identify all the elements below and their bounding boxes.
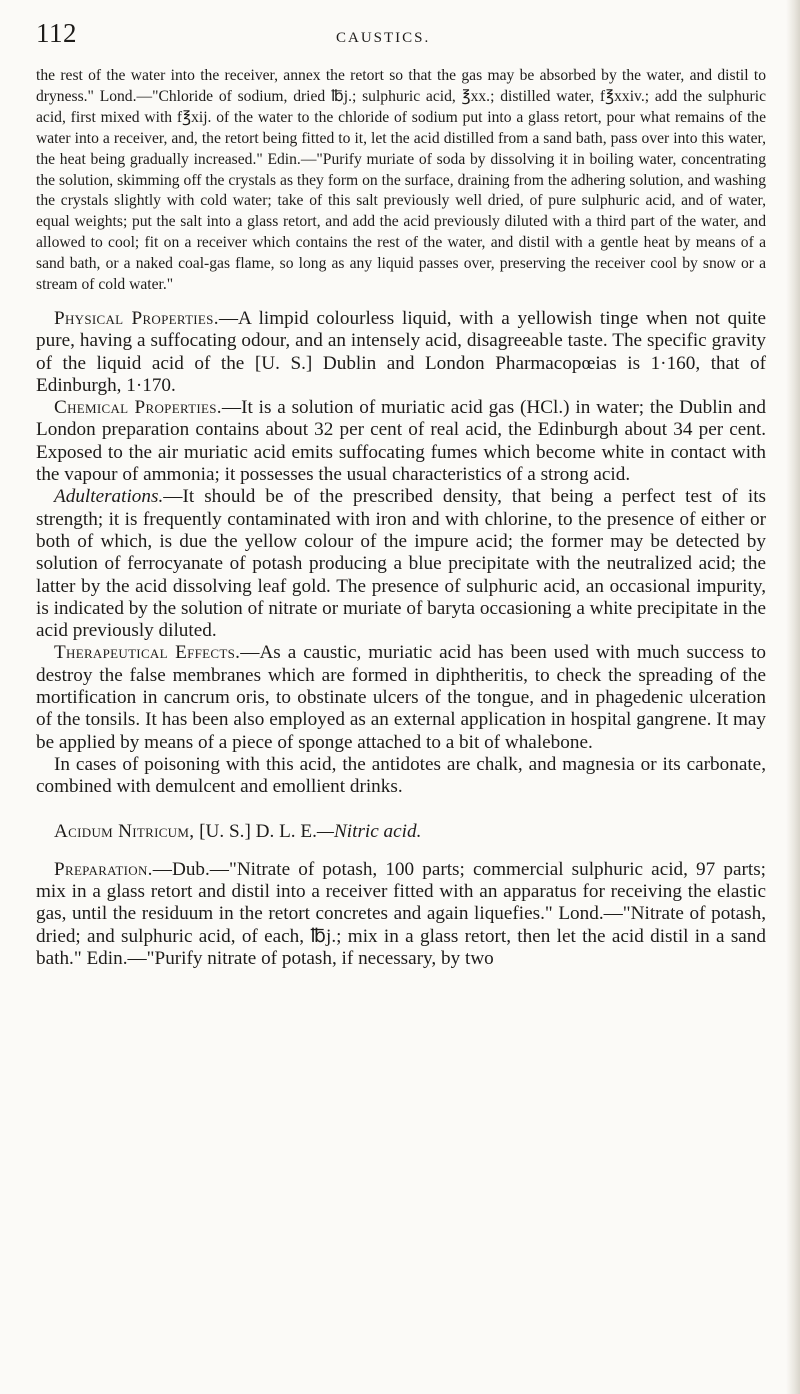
page-number: 112: [36, 18, 77, 48]
running-title: CAUSTICS.: [336, 30, 431, 46]
section-gap: [36, 799, 766, 815]
chemical-properties-paragraph: [36, 397, 766, 486]
paragraph-text: the rest of the water into the receiver, annex the retort so that the gas may be absorbed by the water, and distil to dryness." Lond.—"Chloride of sodium, dried ℔j.; sulphuric acid, ℥xx.; distilled water, f℥xxiv.; add the sulphuric acid, first mixed with f℥xij. of the water to the chloride of sodium put into a glass retort, pour what remains of the water into a receiver, and, the retort being fitted to it, let the acid distilled from a sand bath, pass over into this water, the heat being gradually increased." Edin.—"Purify muriate of soda by dissolving it in boiling water, concentrating the solution, skimming off the crystals as they form on the surface, draining from the adhering solution, and washing the crystals slightly with cold water; take of this salt previously well dried, of pure sulphuric acid, and of water, equal weights; put the salt into a glass retort, and add the acid previously diluted with a third part of the water, and allowed to cool; fit on a receiver which contains the rest of the water, and distil with a gentle heat by means of a sand bath, or a naked coal-gas flame, so long as any liquid passes over, preserving the receiver cool by snow or a stream of cold water.": [36, 67, 766, 294]
adulterations-paragraph: [36, 486, 766, 642]
nitric-acid-english-name: —Nitric acid.: [316, 820, 422, 842]
adulterations-heading: Adulterations.: [54, 486, 164, 508]
preparation-heading: Preparation.: [54, 858, 153, 880]
chemical-properties-text: —It is a solution of muriatic acid gas (HCl.) in water; the Dublin and London preparation contains about 32 per cent of real acid, the Edinburgh about 34 per cent. Exposed to the air muriatic acid emits suffocating fumes which become white in contact with the vapour of ammonia; it possesses the usual characteristics of a strong acid.: [36, 397, 766, 486]
preparation-paragraph: [36, 859, 766, 970]
physical-properties-text: —A limpid colourless liquid, with a yellowish tinge when not quite pure, having a suffocating odour, and an intensely acid, disagreeable taste. The specific gravity of the liquid acid of the [U. S.] Dublin and London Pharmacopœias is 1·160, that of Edinburgh, 1·170.: [36, 307, 766, 396]
preparation-continued-paragraph: [36, 66, 766, 296]
section-gap: [36, 843, 766, 859]
main-text: [36, 308, 766, 970]
page-header: [36, 18, 766, 58]
document-page: [36, 18, 766, 970]
nitric-acid-latin-name: Acidum Nitricum,: [54, 820, 195, 842]
physical-properties-paragraph: [36, 308, 766, 397]
adulterations-text: —It should be of the prescribed density, that being a perfect test of its strength; it is frequently contaminated with iron and with chlorine, to the presence of either or both of which, is due the yellow colour of the impure acid; the former may be detected by solution of ferrocyanate of potash producing a blue precipitate with the neutralized acid; the latter by the acid dissolving leaf gold. The presence of sulphuric acid, an occasional impurity, is indicated by the solution of nitrate or muriate of baryta occasioning a white precipitate in the acid previously diluted.: [36, 486, 766, 642]
therapeutical-effects-paragraph: [36, 642, 766, 753]
book-spine-edge: [786, 0, 800, 1394]
physical-properties-heading: Physical Properties.: [54, 307, 219, 329]
nitric-acid-title: [36, 821, 766, 843]
preparation-text: —Dub.—"Nitrate of potash, 100 parts; commercial sulphuric acid, 97 parts; mix in a glass retort and distil into a receiver fitted with an apparatus for receiving the elastic gas, until the residuum in the retort concretes and again liquefies." Lond.—"Nitrate of potash, dried; and sulphuric acid, of each, ℔j.; mix in a glass retort, then let the acid distil in a sand bath." Edin.—"Purify nitrate of potash, if necessary, by two: [36, 858, 766, 969]
therapeutical-effects-heading: Therapeutical Effects.: [54, 642, 241, 664]
nitric-acid-pharmacopoeias: [U. S.] D. L. E.: [194, 820, 317, 842]
chemical-properties-heading: Chemical Properties.: [54, 397, 222, 419]
therapeutical-effects-text: —As a caustic, muriatic acid has been used with much success to destroy the false membranes which are formed in diphtheritis, to check the spreading of the mortification in cancrum oris, to obstinate ulcers of the tongue, and in phagedenic ulceration of the tonsils. It has been also employed as an external application in hospital gangrene. It may be applied by means of a piece of sponge attached to a bit of whalebone.: [36, 642, 766, 753]
poisoning-paragraph: In cases of poisoning with this acid, the antidotes are chalk, and magnesia or its carbonate, combined with demulcent and emollient drinks.: [36, 753, 766, 798]
